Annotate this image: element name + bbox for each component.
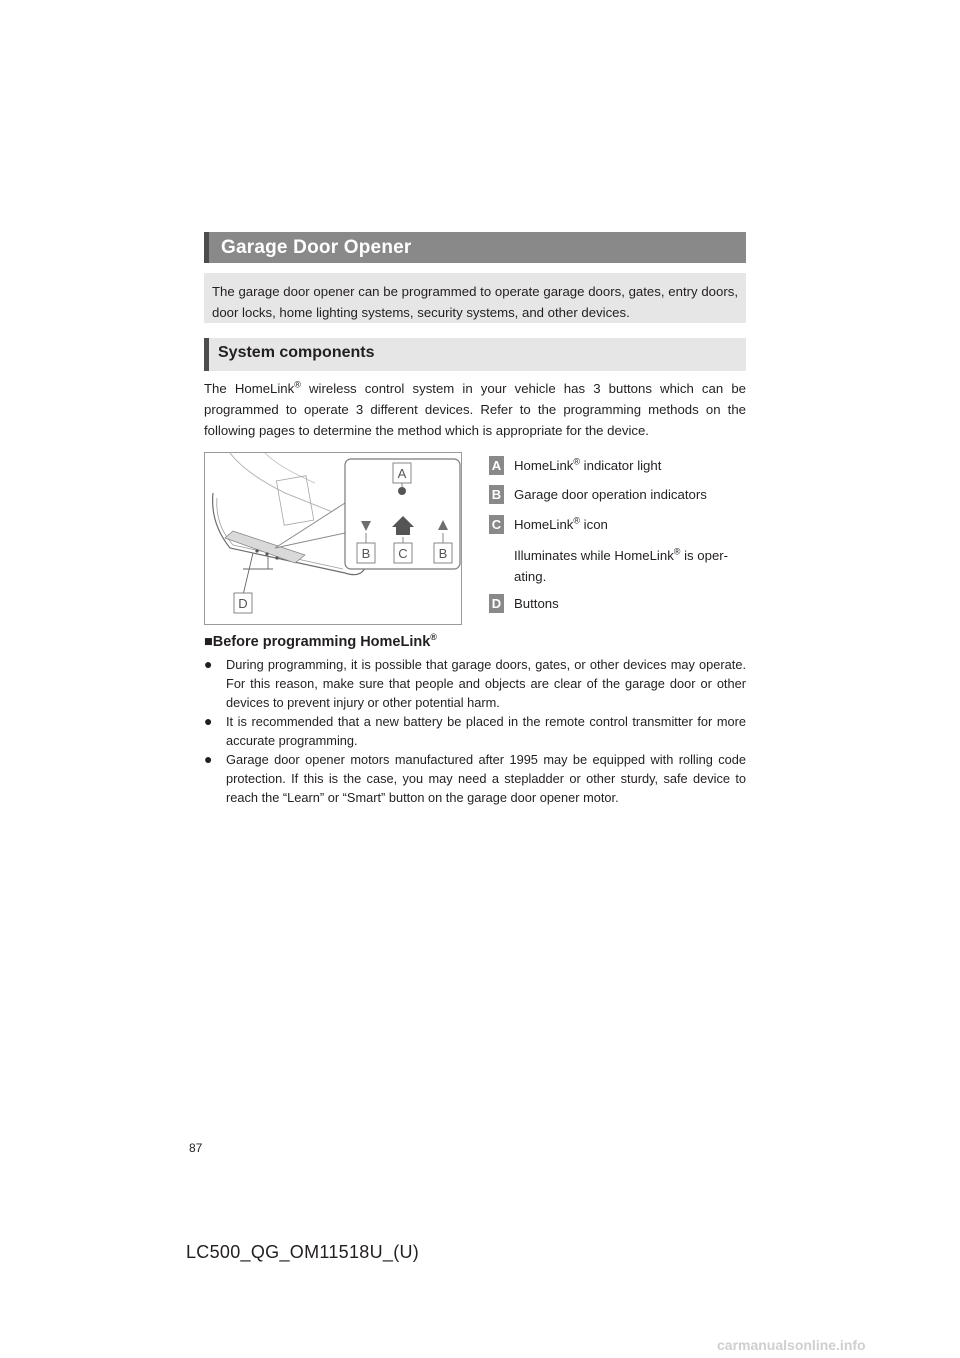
page-title: Garage Door Opener [204,232,746,263]
list-item: ● During programming, it is possible that garage doors, gates, or other devices may operate. For this reason, make sure that people and objects are clear of the garage door or other devices to prevent injury or other potential harm. [204,656,746,710]
figure-label-b-left: B [361,546,371,561]
section-heading: System components [204,338,746,371]
list-item: ● Garage door opener motors manufactured after 1995 may be equipped with rolling code protection. If this is the case, you may need a stepladder or other sturdy, safe device to reach the “Learn” or “Smart” button on the garage door opener motor. [204,751,746,805]
intro-text: The garage door opener can be programmed to operate garage doors, gates, entry doors, door locks, home lighting systems, security systems, and other devices. [204,273,746,323]
before-programming-list [204,655,746,807]
legend-badge-b: B [489,485,504,504]
legend-note-c-line1: Illuminates while HomeLink® is oper- [514,546,729,563]
legend-text-d: Buttons [514,596,559,611]
document-code: LC500_QG_OM11518U_(U) [186,1242,420,1262]
bullet-icon: ● [204,751,213,767]
legend-note-c-line2: ating. [514,569,547,584]
page-number: 87 [189,1141,203,1155]
list-item: ● It is recommended that a new battery be placed in the remote control transmitter for more accurate programming. [204,713,746,748]
bullet-icon: ● [204,656,213,672]
homelink-mirror-illustration [204,452,462,625]
figure-label-d: D [238,596,248,611]
legend-badge-a: A [489,456,504,475]
legend-badge-c: C [489,515,504,534]
figure-label-c: C [398,546,408,561]
legend-text-b: Garage door operation indicators [514,487,707,502]
legend-badge-d: D [489,594,504,613]
legend-text-a: HomeLink® indicator light [514,456,662,473]
figure-label-a: A [397,466,407,481]
bullet-icon: ● [204,713,213,729]
legend-text-c: HomeLink® icon [514,515,608,532]
watermark: carmanualsonline.info [717,1337,866,1353]
mirror-drawing [205,453,462,625]
body-paragraph: The HomeLink® wireless control system in your vehicle has 3 buttons which can be programmed to operate 3 different devices. Refer to the programming methods on the following pages to determine the method which is appropriate for the device. [204,379,746,438]
figure-label-b-right: B [438,546,448,561]
before-programming-heading: ■Before programming HomeLink® [204,632,437,650]
